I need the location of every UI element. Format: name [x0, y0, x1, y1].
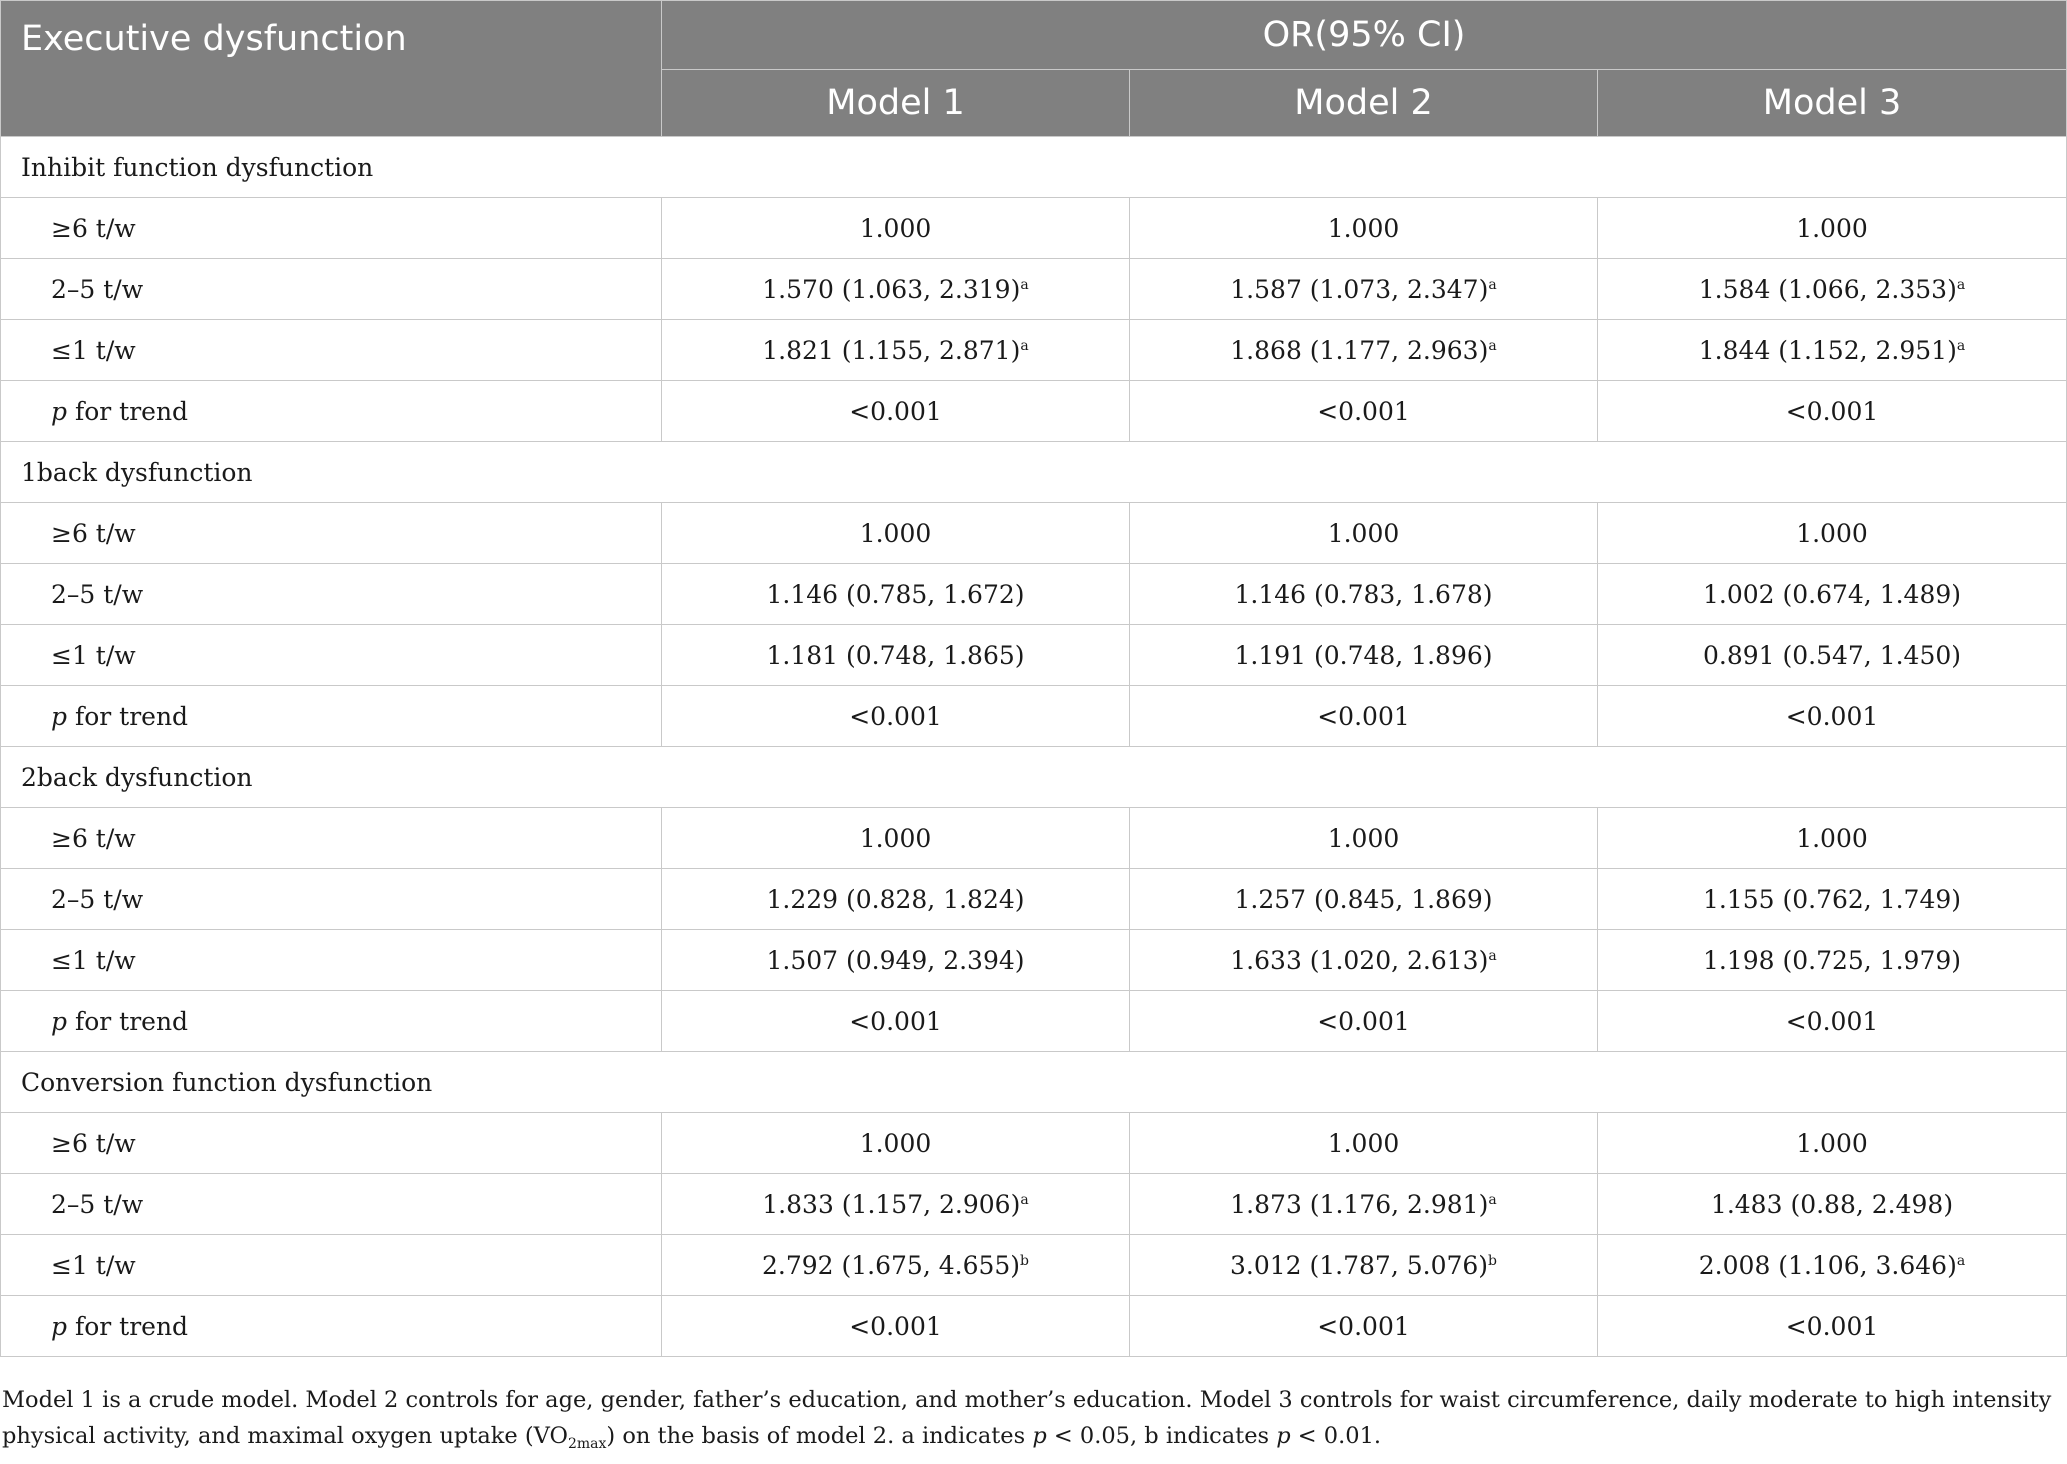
cell-model-1: [662, 503, 1130, 564]
cell-value: <0.001: [849, 701, 942, 731]
table-row: [1, 381, 2067, 442]
cell-model-2: [1130, 1235, 1598, 1296]
cell-model-1: [662, 198, 1130, 259]
cell-value: 2.008 (1.106, 3.646): [1698, 1250, 1957, 1280]
row-label-italic: p: [51, 396, 68, 426]
row-label: [1, 198, 662, 259]
table-row: [1, 1296, 2067, 1357]
cell-value: 1.000: [1327, 823, 1400, 853]
footnote-p-italic-1: p: [1032, 1423, 1047, 1449]
cell-value: <0.001: [1317, 1006, 1410, 1036]
cell-value: 1.844 (1.152, 2.951): [1698, 335, 1957, 365]
cell-model-2: [1130, 1296, 1598, 1357]
cell-value: 1.000: [859, 518, 932, 548]
footnote-p-italic-2: p: [1276, 1423, 1291, 1449]
header-executive-dysfunction: Executive dysfunction: [1, 1, 662, 137]
significance-marker: b: [1020, 1252, 1030, 1269]
row-label-text: ≤1 t/w: [51, 335, 136, 365]
cell-value: <0.001: [849, 1006, 942, 1036]
cell-value: 3.012 (1.787, 5.076): [1229, 1250, 1489, 1280]
row-label: [1, 869, 662, 930]
row-label: [1, 625, 662, 686]
cell-model-1: [662, 991, 1130, 1052]
row-label: [1, 930, 662, 991]
cell-model-2: [1130, 198, 1598, 259]
row-label: [1, 1174, 662, 1235]
row-label: [1, 1113, 662, 1174]
row-label-text: ≥6 t/w: [51, 213, 136, 243]
cell-model-2: [1130, 564, 1598, 625]
cell-model-2: [1130, 869, 1598, 930]
table-row: [1, 503, 2067, 564]
table-row: [1, 930, 2067, 991]
section-title: 1back dysfunction: [1, 442, 2067, 503]
table-row: [1, 686, 2067, 747]
cell-value: 2.792 (1.675, 4.655): [761, 1250, 1021, 1280]
cell-value: 1.146 (0.785, 1.672): [766, 579, 1025, 609]
cell-value: 1.507 (0.949, 2.394): [766, 945, 1025, 975]
row-label-italic: p: [51, 1311, 68, 1341]
cell-value: <0.001: [1317, 701, 1410, 731]
significance-marker: a: [1956, 1252, 1966, 1269]
cell-model-1: [662, 259, 1130, 320]
row-label-text: 2–5 t/w: [51, 1189, 144, 1219]
header-model-1: Model 1: [662, 70, 1130, 137]
cell-model-2: [1130, 991, 1598, 1052]
row-label-text: ≤1 t/w: [51, 1250, 136, 1280]
cell-value: 1.191 (0.748, 1.896): [1234, 640, 1493, 670]
cell-model-2: [1130, 808, 1598, 869]
table-row: [1, 198, 2067, 259]
row-label-text: for trend: [67, 1311, 189, 1341]
significance-marker: a: [1488, 276, 1497, 293]
row-label-text: for trend: [67, 1006, 189, 1036]
cell-model-3: [1598, 564, 2067, 625]
cell-model-1: [662, 381, 1130, 442]
table-row: [1, 625, 2067, 686]
cell-value: 1.821 (1.155, 2.871): [762, 335, 1021, 365]
cell-value: <0.001: [849, 396, 942, 426]
cell-model-2: [1130, 625, 1598, 686]
cell-model-1: [662, 808, 1130, 869]
row-label-text: ≥6 t/w: [51, 518, 136, 548]
table-footnote: [2, 1382, 2062, 1454]
row-label: [1, 686, 662, 747]
section-row: [1, 137, 2067, 198]
cell-model-1: [662, 930, 1130, 991]
table-row: [1, 259, 2067, 320]
cell-model-1: [662, 1174, 1130, 1235]
cell-model-3: [1598, 259, 2067, 320]
row-label: [1, 320, 662, 381]
cell-value: 1.000: [1796, 518, 1868, 548]
header-model-3: Model 3: [1598, 70, 2067, 137]
row-label: [1, 503, 662, 564]
row-label: [1, 1296, 662, 1357]
row-label-text: for trend: [67, 396, 189, 426]
cell-model-2: [1130, 320, 1598, 381]
cell-model-3: [1598, 625, 2067, 686]
footnote-subscript: 2max: [567, 1436, 607, 1452]
cell-model-3: [1598, 1174, 2067, 1235]
cell-value: 1.000: [859, 1128, 932, 1158]
cell-value: <0.001: [1785, 1006, 1879, 1036]
cell-value: 1.868 (1.177, 2.963): [1230, 335, 1489, 365]
section-title: Conversion function dysfunction: [1, 1052, 2067, 1113]
footnote-text-4: < 0.01.: [1290, 1423, 1382, 1449]
cell-model-1: [662, 564, 1130, 625]
cell-model-3: [1598, 686, 2067, 747]
cell-model-1: [662, 1113, 1130, 1174]
section-row: [1, 442, 2067, 503]
table-body: [1, 137, 2067, 1357]
row-label: [1, 381, 662, 442]
cell-model-3: [1598, 869, 2067, 930]
cell-value: 1.483 (0.88, 2.498): [1710, 1189, 1954, 1219]
cell-value: <0.001: [1785, 701, 1879, 731]
row-label-text: ≥6 t/w: [51, 823, 136, 853]
row-label: [1, 1235, 662, 1296]
significance-marker: a: [1956, 337, 1966, 354]
cell-model-3: [1598, 1296, 2067, 1357]
cell-model-1: [662, 686, 1130, 747]
cell-model-3: [1598, 991, 2067, 1052]
cell-value: 1.570 (1.063, 2.319): [762, 274, 1021, 304]
cell-value: <0.001: [1317, 396, 1410, 426]
significance-marker: a: [1488, 337, 1497, 354]
table-row: [1, 1235, 2067, 1296]
section-row: [1, 747, 2067, 808]
cell-model-2: [1130, 930, 1598, 991]
header-model-2: Model 2: [1130, 70, 1598, 137]
cell-value: 0.891 (0.547, 1.450): [1702, 640, 1962, 670]
cell-value: <0.001: [1785, 396, 1879, 426]
cell-value: <0.001: [849, 1311, 942, 1341]
cell-model-2: [1130, 1113, 1598, 1174]
cell-model-1: [662, 1235, 1130, 1296]
cell-model-3: [1598, 198, 2067, 259]
cell-value: 1.181 (0.748, 1.865): [766, 640, 1025, 670]
footnote-text-1: Model 1 is a crude model. Model 2 controls for age, gender, father’s education, and mother’s education. Model 3 controls for waist circumference, daily moderate to high intensity physical activity, and maximal oxygen uptake (VO: [2, 1387, 2052, 1449]
section-row: [1, 1052, 2067, 1113]
row-label: [1, 564, 662, 625]
footnote-text-3: < 0.05, b indicates: [1046, 1423, 1277, 1449]
section-title: 2back dysfunction: [1, 747, 2067, 808]
footnote-text-2: ) on the basis of model 2. a indicates: [606, 1423, 1033, 1449]
cell-value: 1.257 (0.845, 1.869): [1234, 884, 1493, 914]
cell-model-3: [1598, 930, 2067, 991]
table-row: [1, 1174, 2067, 1235]
cell-value: <0.001: [1785, 1311, 1879, 1341]
cell-model-2: [1130, 686, 1598, 747]
row-label: [1, 991, 662, 1052]
table-row: [1, 320, 2067, 381]
table-row: [1, 869, 2067, 930]
table-row: [1, 1113, 2067, 1174]
cell-value: 1.155 (0.762, 1.749): [1702, 884, 1962, 914]
row-label-text: for trend: [67, 701, 189, 731]
significance-marker: a: [1956, 276, 1966, 293]
cell-model-3: [1598, 1113, 2067, 1174]
cell-model-2: [1130, 503, 1598, 564]
cell-value: 1.000: [1796, 823, 1868, 853]
cell-model-2: [1130, 381, 1598, 442]
cell-model-1: [662, 320, 1130, 381]
row-label-text: 2–5 t/w: [51, 579, 144, 609]
cell-model-3: [1598, 808, 2067, 869]
cell-model-2: [1130, 259, 1598, 320]
header-or-ci: OR(95% CI): [662, 1, 2067, 70]
cell-value: 1.584 (1.066, 2.353): [1698, 274, 1957, 304]
cell-value: 1.000: [1327, 1128, 1400, 1158]
table-header: [1, 1, 2067, 137]
cell-value: 1.000: [859, 823, 932, 853]
row-label-text: ≤1 t/w: [51, 945, 136, 975]
cell-value: 1.833 (1.157, 2.906): [762, 1189, 1021, 1219]
cell-value: 1.146 (0.783, 1.678): [1234, 579, 1493, 609]
cell-model-1: [662, 869, 1130, 930]
cell-value: 1.198 (0.725, 1.979): [1702, 945, 1962, 975]
row-label-italic: p: [51, 701, 68, 731]
significance-marker: b: [1488, 1252, 1498, 1269]
table-row: [1, 991, 2067, 1052]
cell-value: 1.000: [1327, 213, 1400, 243]
cell-model-2: [1130, 1174, 1598, 1235]
row-label-text: 2–5 t/w: [51, 274, 144, 304]
cell-value: 1.633 (1.020, 2.613): [1230, 945, 1489, 975]
cell-model-1: [662, 1296, 1130, 1357]
cell-value: 1.000: [859, 213, 932, 243]
row-label: [1, 259, 662, 320]
significance-marker: a: [1020, 337, 1029, 354]
cell-value: 1.000: [1796, 213, 1868, 243]
significance-marker: a: [1488, 1191, 1497, 1208]
cell-model-1: [662, 625, 1130, 686]
significance-marker: a: [1020, 276, 1029, 293]
row-label-italic: p: [51, 1006, 68, 1036]
cell-model-3: [1598, 1235, 2067, 1296]
table-row: [1, 564, 2067, 625]
row-label-text: 2–5 t/w: [51, 884, 144, 914]
cell-model-3: [1598, 503, 2067, 564]
cell-value: 1.587 (1.073, 2.347): [1230, 274, 1489, 304]
cell-value: 1.000: [1796, 1128, 1868, 1158]
cell-model-3: [1598, 381, 2067, 442]
cell-value: 1.000: [1327, 518, 1400, 548]
table-row: [1, 808, 2067, 869]
row-label: [1, 808, 662, 869]
row-label-text: ≤1 t/w: [51, 640, 136, 670]
cell-value: <0.001: [1317, 1311, 1410, 1341]
significance-marker: a: [1488, 947, 1497, 964]
cell-model-3: [1598, 320, 2067, 381]
cell-value: 1.229 (0.828, 1.824): [766, 884, 1025, 914]
cell-value: 1.873 (1.176, 2.981): [1230, 1189, 1489, 1219]
cell-value: 1.002 (0.674, 1.489): [1702, 579, 1962, 609]
section-title: Inhibit function dysfunction: [1, 137, 2067, 198]
row-label-text: ≥6 t/w: [51, 1128, 136, 1158]
significance-marker: a: [1020, 1191, 1029, 1208]
